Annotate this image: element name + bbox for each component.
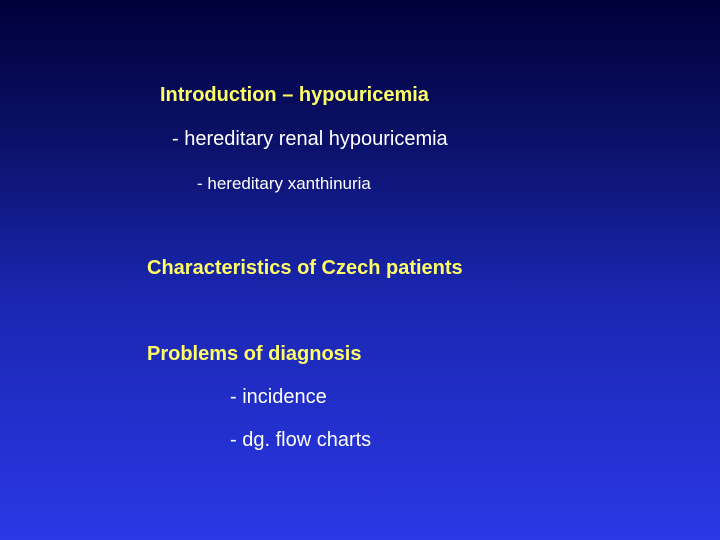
intro-item-xanthinuria: - hereditary xanthinuria (197, 174, 371, 193)
intro-heading: Introduction – hypouricemia (160, 84, 429, 106)
intro-item-renal-hypouricemia: - hereditary renal hypouricemia (172, 128, 448, 150)
problems-item-flow-charts: - dg. flow charts (230, 429, 372, 451)
problems-heading: Problems of diagnosis (147, 343, 362, 365)
characteristics-heading: Characteristics of Czech patients (147, 257, 463, 279)
problems-item-incidence: - incidence (230, 386, 327, 408)
